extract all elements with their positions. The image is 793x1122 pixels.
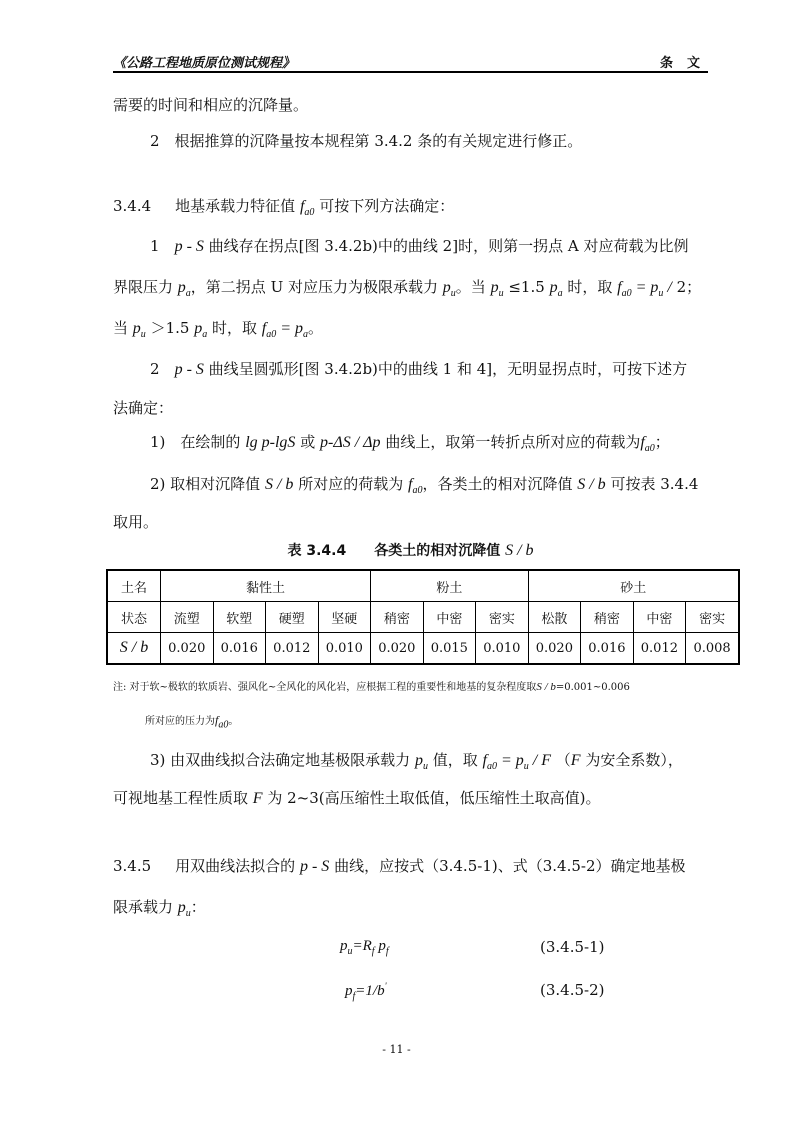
table-cell: 0.016 (581, 633, 634, 665)
table-cell: 0.015 (423, 633, 476, 665)
item-1-line-b: 界限压力 $p_a$，第二拐点 U 对应压力为极限承载力 $p_u$。当 $p_u \le 1.5$ $p_a$ 时，取 $f_{a0} = p_u / 2$； (113, 278, 702, 300)
equation-1-label: (3.4.5-1) (540, 938, 605, 956)
table-caption: 表 3.4.4 各类土的相对沉降值 S / b (287, 542, 534, 559)
text-line-1: 需要的时间和相应的沉降量。 (113, 96, 309, 114)
item-2-line-a: 2 p - S 曲线呈圆弧形[图 3.4.2b)中的曲线 1 和 4]，无明显拐点时，可按下述方 (150, 360, 688, 378)
table-header-cell: 粉土 (371, 570, 529, 602)
table-cell: 0.012 (633, 633, 686, 665)
table-header-cell: 土名 (107, 570, 161, 602)
table-cell: 0.020 (528, 633, 581, 665)
equation-1: $p_u=R_f$ $p_f$ (340, 938, 389, 957)
table-cell: 0.020 (371, 633, 424, 665)
header-section: 条文 (660, 56, 715, 71)
item-2-line-b: 法确定： (113, 399, 174, 417)
table-cell: 松散 (528, 602, 581, 633)
section-3-4-5: 3.4.5 用双曲线法拟合的 p - S 曲线，应按式（3.4.5-1)、式（3.4.5-2）确定地基极 (113, 857, 686, 875)
table-header-cell: 砂土 (528, 570, 739, 602)
table-cell: 0.016 (213, 633, 266, 665)
text-line-2: 2 根据推算的沉降量按本规程第 3.4.2 条的有关规定进行修正。 (150, 132, 583, 150)
table-cell: 稍密 (371, 602, 424, 633)
table-cell: 0.012 (266, 633, 319, 665)
item-1-line-c: 当 $p_u >1.5$ $p_a$ 时，取 $f_{a0} = p_a$。 (113, 319, 324, 341)
equation-2-label: (3.4.5-2) (540, 981, 605, 999)
table-cell: 中密 (633, 602, 686, 633)
table-cell: 坚硬 (318, 602, 371, 633)
table-note: 注: 对于软~极软的软质岩、强风化~全风化的风化岩，应根据工程的重要性和地基的复杂程度取S / b=0.001~0.006 (113, 681, 630, 693)
table-cell: 软塑 (213, 602, 266, 633)
item-1-line-a: 1 p - S 曲线存在拐点[图 3.4.2b)中的曲线 2]时，则第一拐点 A 对应荷载为比例 (150, 237, 689, 255)
section-number: 3.4.5 (113, 857, 152, 875)
table-cell: S / b (107, 633, 161, 665)
table-header-cell: 黏性土 (161, 570, 371, 602)
header-rule (113, 71, 708, 73)
subitem-1: 1) 在绘制的 lg p-lgS 或 p-ΔS / Δp 曲线上，取第一转折点所对应的荷载为$f_{a0}$； (150, 433, 670, 455)
subitem-2-cont: 取用。 (113, 513, 159, 531)
page-number: - 11 - (382, 1043, 411, 1056)
table-cell: 状态 (107, 602, 161, 633)
table-cell: 0.020 (161, 633, 214, 665)
table-cell: 硬塑 (266, 602, 319, 633)
header-title: 《公路工程地质原位测试规程》 (113, 56, 296, 71)
subitem-3-cont: 可视地基工程性质取 F 为 2~3(高压缩性土取低值，低压缩性土取高值)。 (113, 789, 601, 807)
table-row (107, 602, 739, 633)
section-number: 3.4.4 (113, 197, 152, 215)
table-cell: 密实 (686, 602, 739, 633)
table-note-cont: 所对应的压力为$f_{a0}$。 (145, 713, 239, 731)
subitem-3: 3) 由双曲线拟合法确定地基极限承载力 $p_u$ 值，取 $f_{a0} = p_u / F$ （F 为安全系数）， (150, 751, 683, 773)
table-row (107, 633, 739, 665)
table-cell: 密实 (476, 602, 529, 633)
table-cell: 0.010 (318, 633, 371, 665)
table-cell: 稍密 (581, 602, 634, 633)
section-3-4-5-cont: 限承载力 $p_u$： (113, 898, 206, 920)
equation-2: $p_f=1/b'$ (345, 981, 387, 1002)
table-cell: 中密 (423, 602, 476, 633)
table-cell: 0.010 (476, 633, 529, 665)
table-cell: 0.008 (686, 633, 739, 665)
subitem-2: 2) 取相对沉降值 S / b 所对应的荷载为 $f_{a0}$，各类土的相对沉降值 S / b 可按表 3.4.4 (150, 475, 699, 497)
table-row (107, 570, 739, 602)
table-cell: 流塑 (161, 602, 214, 633)
section-3-4-4: 3.4.4 地基承载力特征值 $f_{a0}$ 可按下列方法确定： (113, 197, 455, 219)
relative-settlement-table (106, 569, 740, 665)
